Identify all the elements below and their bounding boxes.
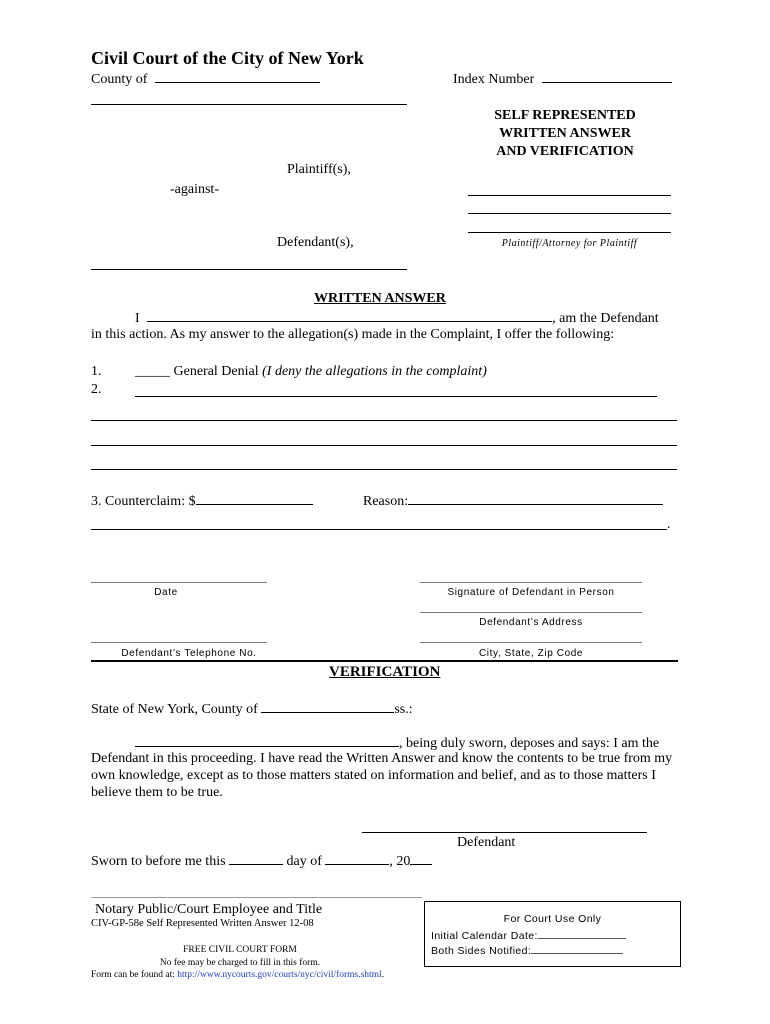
intro-line-1: [135, 309, 659, 327]
reason-label: Reason:: [363, 494, 409, 509]
general-denial-blank[interactable]: _____: [135, 364, 170, 379]
notified-row: [431, 944, 623, 957]
item2-line[interactable]: [135, 396, 657, 397]
sworn-line-2: Defendant in this proceeding. I have read the Written Answer and know the contents to be true from my: [91, 751, 673, 766]
intro-defendant: , am the Defendant: [552, 311, 659, 326]
answer-line-2[interactable]: [91, 445, 677, 446]
address-label: Defendant’s Address: [479, 617, 583, 628]
verification-county-field[interactable]: [261, 700, 394, 713]
attorney-line-3[interactable]: [468, 232, 671, 233]
ss-label: ss.:: [394, 702, 413, 717]
caption-bottom-line[interactable]: [91, 269, 407, 270]
sworn-day-field[interactable]: [229, 852, 283, 865]
index-number-field[interactable]: [542, 70, 672, 83]
deponent-name-field[interactable]: [135, 734, 399, 747]
counterclaim-row: [91, 492, 313, 510]
address-line[interactable]: [420, 612, 642, 613]
defendant-name-field[interactable]: [147, 309, 552, 322]
calendar-date-field[interactable]: [538, 929, 626, 939]
notary-label: Notary Public/Court Employee and Title: [95, 902, 323, 917]
found-at-row: [91, 970, 384, 980]
counterclaim-amount-field[interactable]: [196, 492, 313, 505]
general-denial-note: (I deny the allegations in the complaint): [262, 364, 487, 379]
caption-top-line[interactable]: [91, 104, 407, 105]
court-title: Civil Court of the City of New York: [91, 48, 364, 68]
no-fee-label: No fee may be charged to fill in this form.: [159, 958, 321, 968]
url-period: .: [381, 970, 385, 980]
general-denial-label: General Denial: [173, 364, 259, 379]
item1-row: [135, 364, 487, 380]
state-row: [91, 700, 413, 718]
attorney-line-2[interactable]: [468, 213, 671, 214]
forms-url-link[interactable]: http://www.nycourts.gov/courts/nyc/civil/forms.shtml: [177, 970, 382, 980]
counterclaim-label: 3. Counterclaim: $: [91, 494, 196, 509]
sworn-line-1: [135, 734, 659, 752]
sworn-before-row: [91, 852, 432, 870]
form-title-line2: WRITTEN ANSWER: [499, 126, 631, 141]
against-label: -against-: [170, 182, 219, 197]
defendant-label: Defendant(s),: [277, 235, 354, 250]
defendant-sig-label: Defendant: [457, 835, 516, 850]
notary-line[interactable]: [91, 897, 422, 898]
day-of-label: day of: [286, 854, 322, 869]
calendar-label: Initial Calendar Date:: [431, 930, 538, 942]
phone-label: Defendant’s Telephone No.: [121, 648, 257, 659]
answer-line-1[interactable]: [91, 420, 677, 421]
index-row: [453, 70, 672, 88]
index-label: Index Number: [453, 72, 535, 87]
reason-field[interactable]: [408, 492, 663, 505]
state-label: State of New York, County of: [91, 702, 258, 717]
signature-label: Signature of Defendant in Person: [447, 587, 615, 598]
reason-continuation-line[interactable]: [91, 529, 667, 530]
sworn-line-4: believe them to be true.: [91, 785, 223, 800]
attorney-line-1[interactable]: [468, 195, 671, 196]
date-label: Date: [154, 587, 178, 598]
found-at-label: Form can be found at:: [91, 970, 175, 980]
intro-line-2: in this action. As my answer to the allegation(s) made in the Complaint, I offer the following:: [91, 327, 615, 342]
calendar-row: [431, 929, 626, 942]
plaintiff-label: Plaintiff(s),: [287, 162, 351, 177]
court-use-box: [424, 901, 681, 967]
reason-row: [363, 492, 663, 510]
form-title-line1: SELF REPRESENTED: [494, 108, 636, 123]
sworn-line-3: own knowledge, except as to those matters stated on information and belief, and as to those matters I: [91, 768, 656, 783]
notified-label: Both Sides Notified:: [431, 945, 532, 957]
form-title-line3: AND VERIFICATION: [496, 144, 634, 159]
court-use-title: For Court Use Only: [503, 913, 602, 925]
year-prefix: , 20: [389, 854, 411, 869]
sworn-month-field[interactable]: [325, 852, 389, 865]
free-form-label: FREE CIVIL COURT FORM: [183, 945, 297, 955]
form-id: CIV-GP-58e Self Represented Written Answer 12-08: [91, 918, 314, 929]
date-line[interactable]: [91, 582, 267, 583]
phone-line[interactable]: [91, 642, 267, 643]
form-title: [480, 107, 650, 161]
county-label: County of: [91, 72, 148, 87]
defendant-signature-line[interactable]: [362, 832, 647, 833]
section-divider: [91, 660, 678, 662]
sworn-text-1: , being duly sworn, deposes and says: I am the: [399, 736, 660, 751]
sworn-before-label: Sworn to before me this: [91, 854, 226, 869]
attorney-label: Plaintiff/Attorney for Plaintiff: [501, 238, 638, 249]
city-line[interactable]: [420, 642, 642, 643]
reason-end-period: .: [667, 517, 671, 532]
notified-field[interactable]: [531, 944, 623, 954]
signature-line[interactable]: [420, 582, 642, 583]
item2-num: 2.: [91, 382, 102, 397]
answer-line-3[interactable]: [91, 469, 677, 470]
written-answer-heading: WRITTEN ANSWER: [314, 291, 446, 306]
sworn-year-field[interactable]: [410, 852, 432, 865]
county-row: [91, 70, 320, 88]
city-label: City, State, Zip Code: [478, 648, 584, 659]
county-field[interactable]: [155, 70, 320, 83]
item1-num: 1.: [91, 364, 102, 379]
intro-i: I: [135, 311, 140, 326]
verification-heading: VERIFICATION: [329, 664, 441, 680]
